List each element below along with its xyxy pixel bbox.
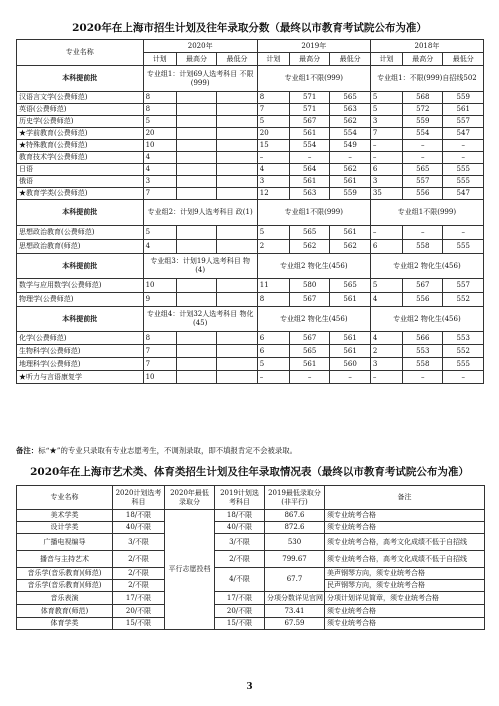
group-condition-2019: 专业组1不限(999)	[257, 200, 370, 226]
max-2020	[176, 176, 216, 188]
batch-label: 本科提前批	[17, 200, 144, 226]
table-row	[17, 140, 484, 152]
min-2019: 559	[330, 188, 370, 200]
header-min-2019: 最低分	[330, 53, 370, 66]
table-row	[17, 551, 485, 568]
major-name: ★学前教育(公费师范)	[17, 128, 144, 140]
header-2018: 2018年	[370, 40, 483, 53]
group-condition-2019: 专业组1不限(999)	[257, 66, 370, 92]
group-condition-2020: 专业组4：计划32人选考科目 物化(45)	[143, 307, 257, 332]
max-2020	[176, 293, 216, 307]
min-2020	[217, 358, 257, 371]
plan-2019: –	[257, 152, 289, 164]
major-name: 汉语言文学(公费师范)	[17, 92, 144, 104]
min-2019: 560	[330, 358, 370, 371]
plan-2019: 3/不限	[215, 534, 265, 551]
max-2018: 567	[403, 279, 443, 293]
max-2019: 580	[289, 279, 329, 293]
plan-2019: 2	[257, 240, 289, 254]
max-2020	[176, 188, 216, 200]
table-row	[17, 522, 485, 534]
min-2020	[217, 176, 257, 188]
min-2020	[217, 140, 257, 152]
max-2018: 568	[403, 92, 443, 104]
major-name: 体育学类	[17, 618, 113, 630]
min-2019: 565	[330, 92, 370, 104]
group-condition-2018: 专业组1不限(999)	[370, 200, 483, 226]
plan-2020: 8	[143, 332, 176, 345]
remark: 美声钢琴方向，须专业统考合格	[325, 568, 485, 580]
max-2020	[176, 358, 216, 371]
table-row	[17, 568, 485, 580]
plan-2018: 6	[370, 240, 402, 254]
min-2019: 561	[330, 226, 370, 240]
max-2020	[176, 332, 216, 345]
max-2018: –	[403, 371, 443, 384]
max-2020	[176, 128, 216, 140]
min-2018: 557	[443, 279, 484, 293]
table-row	[17, 345, 484, 358]
min-2019: 565	[330, 279, 370, 293]
plan-2018: –	[370, 152, 402, 164]
remark: 须专业统考合格，高考文化成绩不低于自招线	[325, 551, 485, 568]
t2-header-major: 专业名称	[17, 486, 113, 510]
max-2020	[176, 240, 216, 254]
table-row	[17, 188, 484, 200]
header-min-2020: 最低分	[217, 53, 257, 66]
major-name: 历史学(公费师范)	[17, 116, 144, 128]
min-2018: 552	[443, 345, 484, 358]
min-2020	[217, 293, 257, 307]
plan-2020: 20/不限	[113, 605, 165, 618]
major-name: 物理学(公费师范)	[17, 293, 144, 307]
min-2018: 557	[443, 116, 484, 128]
header-plan-2018: 计划	[370, 53, 402, 66]
min-2018: 561	[443, 104, 484, 116]
t2-header-min2019: 2019最低录取分(非平行)	[265, 486, 325, 510]
plan-2019: 8	[257, 92, 289, 104]
table-row	[17, 226, 484, 240]
header-min-2018: 最低分	[443, 53, 484, 66]
max-2019: 564	[289, 164, 329, 176]
min-2020	[217, 164, 257, 176]
min-2019: –	[330, 371, 370, 384]
plan-2018: 3	[370, 116, 402, 128]
plan-2020: 4	[143, 152, 176, 164]
major-name: 化学(公费师范)	[17, 332, 144, 345]
min-score-2019: 872.6	[265, 522, 325, 534]
footnote	[16, 446, 297, 456]
max-2019: 571	[289, 92, 329, 104]
major-name: 数学与应用数学(公费师范)	[17, 279, 144, 293]
group-condition-2018: 专业组2 物化生(456)	[370, 254, 483, 279]
plan-2019: 6	[257, 345, 289, 358]
plan-2018: 3	[370, 176, 402, 188]
remark: 须专业统考合格，高考文化成绩不低于自招线	[325, 534, 485, 551]
plan-2019: 40/不限	[215, 522, 265, 534]
min-2019: 562	[330, 164, 370, 176]
major-name: 音乐学(音乐教育)(师范)	[17, 568, 113, 580]
min-2020	[217, 226, 257, 240]
plan-2020: 8	[143, 104, 176, 116]
group-condition-2019: 专业组2 物化生(456)	[257, 254, 370, 279]
plan-2019: 15	[257, 140, 289, 152]
max-2019: 561	[289, 358, 329, 371]
max-2019: 571	[289, 104, 329, 116]
min-2018: –	[443, 226, 484, 240]
max-2019: 567	[289, 116, 329, 128]
major-name: 生物科学(公费师范)	[17, 345, 144, 358]
plan-2020: 17/不限	[113, 592, 165, 605]
min-2020	[217, 240, 257, 254]
group-condition-2018: 专业组1：不限(999)自招线502	[370, 66, 483, 92]
table-row	[17, 164, 484, 176]
min-2019: 562	[330, 116, 370, 128]
min-2018: 555	[443, 176, 484, 188]
max-2020	[176, 279, 216, 293]
header-max-2018: 最高分	[403, 53, 443, 66]
min-2018: –	[443, 371, 484, 384]
max-2018: 553	[403, 345, 443, 358]
plan-2019: 2/不限	[215, 551, 265, 568]
plan-2019: 17/不限	[215, 592, 265, 605]
plan-2020: 4	[143, 164, 176, 176]
major-name: 音乐表演	[17, 592, 113, 605]
plan-2020: 10	[143, 371, 176, 384]
batch-label: 本科提前批	[17, 66, 144, 92]
major-name: 体育教育(师范)	[17, 605, 113, 618]
plan-2019: 15/不限	[215, 618, 265, 630]
remark: 须专业统考合格	[325, 618, 485, 630]
min-score-2019: 分项分数详见官网	[265, 592, 325, 605]
plan-2019: 20/不限	[215, 605, 265, 618]
group-condition-2020: 专业组3：计划19人选考科目 物(4)	[143, 254, 257, 279]
major-name: 美术学类	[17, 510, 113, 522]
plan-2018: 4	[370, 293, 402, 307]
max-2018: 556	[403, 293, 443, 307]
table-row	[17, 128, 484, 140]
remark: 须专业统考合格	[325, 510, 485, 522]
min-2020	[217, 104, 257, 116]
min-2018: –	[443, 140, 484, 152]
plan-2019: 18/不限	[215, 510, 265, 522]
table-row	[17, 510, 485, 522]
plan-2018: –	[370, 140, 402, 152]
t2-header-plan2019: 2019计划选考科目	[215, 486, 265, 510]
min-score-2019: 530	[265, 534, 325, 551]
plan-2019: 11	[257, 279, 289, 293]
min-2019: –	[330, 152, 370, 164]
header-max-2019: 最高分	[289, 53, 329, 66]
plan-2018: –	[370, 371, 402, 384]
plan-2019: 5	[257, 226, 289, 240]
plan-2020: 7	[143, 188, 176, 200]
table-row	[17, 104, 484, 116]
min-2019: 554	[330, 128, 370, 140]
min-score-2019: 867.6	[265, 510, 325, 522]
max-2020	[176, 92, 216, 104]
batch-label: 本科提前批	[17, 307, 144, 332]
plan-2018: 3	[370, 358, 402, 371]
max-2020	[176, 116, 216, 128]
page-number: 3	[246, 682, 253, 692]
min-2019: 561	[330, 176, 370, 188]
min-2018: 547	[443, 128, 484, 140]
plan-2019: 7	[257, 104, 289, 116]
footnote-prefix: 备注：	[16, 446, 39, 455]
major-name: 播音与主持艺术	[17, 551, 113, 568]
plan-2020: 20	[143, 128, 176, 140]
min-2018: 555	[443, 164, 484, 176]
major-name: ★特殊教育(公费师范)	[17, 140, 144, 152]
art-sports-table	[16, 485, 485, 630]
plan-2018: 4	[370, 332, 402, 345]
major-name: 地理科学(公费师范)	[17, 358, 144, 371]
table-row	[17, 240, 484, 254]
min-score-2019: 799.67	[265, 551, 325, 568]
plan-2020: 2/不限	[113, 568, 165, 580]
major-name: ★听力与言语康复学	[17, 371, 144, 384]
plan-2019: 8	[257, 293, 289, 307]
max-2019: –	[289, 371, 329, 384]
max-2018: 558	[403, 358, 443, 371]
major-name: 广播电视编导	[17, 534, 113, 551]
min-2018: 559	[443, 92, 484, 104]
remark: 须专业统考合格	[325, 522, 485, 534]
header-2019: 2019年	[257, 40, 370, 53]
max-2018: 558	[403, 240, 443, 254]
header-max-2020: 最高分	[176, 53, 216, 66]
table-row	[17, 116, 484, 128]
table-row	[17, 293, 484, 307]
major-name: 英语(公费师范)	[17, 104, 144, 116]
table1-title: 2020年在上海市招生计划及往年录取分数（最终以市教育考试院公布为准）	[72, 22, 427, 34]
remark: 分项计划详见简章，须专业统考合格	[325, 592, 485, 605]
max-2019: –	[289, 152, 329, 164]
group-condition-2020: 专业组1：计划69人选考科目 不限(999)	[143, 66, 257, 92]
plan-2020: 3	[143, 176, 176, 188]
t2-header-min2020: 2020年最低录取分	[165, 486, 215, 510]
min-2020	[217, 92, 257, 104]
min-score-2019: 67.59	[265, 618, 325, 630]
min-2020	[217, 332, 257, 345]
plan-2020: 2/不限	[113, 580, 165, 592]
max-2019: 562	[289, 240, 329, 254]
plan-2020: 10	[143, 140, 176, 152]
plan-2020: 40/不限	[113, 522, 165, 534]
max-2018: 566	[403, 332, 443, 345]
plan-2020: 8	[143, 92, 176, 104]
plan-2019: 20	[257, 128, 289, 140]
group-header-row	[17, 200, 484, 226]
major-name: 思想政治教育(师范)	[17, 240, 144, 254]
major-name: ★教育学类(公费师范)	[17, 188, 144, 200]
max-2020	[176, 345, 216, 358]
table-row	[17, 605, 485, 618]
plan-2018: 7	[370, 128, 402, 140]
major-name: 设计学类	[17, 522, 113, 534]
major-name: 日语	[17, 164, 144, 176]
group-condition-2018: 专业组2 物化生(456)	[370, 307, 483, 332]
min-2019: 561	[330, 345, 370, 358]
admission-mode: 平行志愿投档	[165, 510, 215, 630]
max-2019: 567	[289, 293, 329, 307]
plan-2019: 6	[257, 332, 289, 345]
max-2020	[176, 226, 216, 240]
plan-2020: 5	[143, 116, 176, 128]
max-2019: 563	[289, 188, 329, 200]
plan-2018: 5	[370, 92, 402, 104]
group-header-row	[17, 254, 484, 279]
group-header-row	[17, 66, 484, 92]
plan-2020: 5	[143, 226, 176, 240]
plan-2019: –	[257, 371, 289, 384]
max-2018: 572	[403, 104, 443, 116]
plan-2018: 6	[370, 164, 402, 176]
max-2020	[176, 152, 216, 164]
admission-score-table	[16, 39, 484, 384]
min-2018: –	[443, 152, 484, 164]
plan-2020: 10	[143, 279, 176, 293]
plan-2018: 35	[370, 188, 402, 200]
min-2019: 561	[330, 332, 370, 345]
table-row	[17, 592, 485, 605]
plan-2019: 4/不限	[215, 568, 265, 592]
table-row	[17, 176, 484, 188]
max-2019: 565	[289, 226, 329, 240]
header-plan-2020: 计划	[143, 53, 176, 66]
major-name: 音乐学(音乐教育)(师范)	[17, 580, 113, 592]
remark: 民声钢琴方向，须专业统考合格	[325, 580, 485, 592]
min-2020	[217, 188, 257, 200]
plan-2020: 18/不限	[113, 510, 165, 522]
major-name: 思想政治教育(公费师范)	[17, 226, 144, 240]
max-2019: 567	[289, 332, 329, 345]
table-row	[17, 92, 484, 104]
plan-2020: 2/不限	[113, 551, 165, 568]
max-2020	[176, 164, 216, 176]
max-2018: 565	[403, 164, 443, 176]
min-2020	[217, 279, 257, 293]
min-2019: 561	[330, 293, 370, 307]
table-row	[17, 618, 485, 630]
plan-2020: 9	[143, 293, 176, 307]
plan-2018: 5	[370, 279, 402, 293]
max-2018: –	[403, 226, 443, 240]
header-major: 专业名称	[17, 40, 144, 66]
major-name: 俄语	[17, 176, 144, 188]
plan-2019: 12	[257, 188, 289, 200]
plan-2020: 15/不限	[113, 618, 165, 630]
plan-2020: 7	[143, 358, 176, 371]
table-row	[17, 534, 485, 551]
t2-header-plan2020: 2020计划选考科目	[113, 486, 165, 510]
t2-header-remark: 备注	[325, 486, 485, 510]
group-condition-2020: 专业组2：计划9人选考科目 政(1)	[143, 200, 257, 226]
table-row	[17, 332, 484, 345]
min-2020	[217, 152, 257, 164]
table2-title: 2020年在上海市艺术类、体育类招生计划及往年录取情况表（最终以市教育考试院公布为准）	[30, 466, 469, 478]
min-2018: 555	[443, 358, 484, 371]
remark: 须专业统考合格	[325, 605, 485, 618]
group-header-row	[17, 307, 484, 332]
min-2019: 562	[330, 240, 370, 254]
max-2019: 554	[289, 140, 329, 152]
plan-2019: 5	[257, 358, 289, 371]
plan-2020: 3/不限	[113, 534, 165, 551]
min-2018: 552	[443, 293, 484, 307]
footnote-text: 标“★”的专业只录取有专业志愿考生，不调剂录取，即不填报肯定不会被录取。	[38, 446, 298, 455]
table-row	[17, 152, 484, 164]
max-2020	[176, 371, 216, 384]
max-2018: 556	[403, 188, 443, 200]
header-2020: 2020年	[143, 40, 257, 53]
max-2020	[176, 140, 216, 152]
min-2020	[217, 371, 257, 384]
min-score-2019: 73.41	[265, 605, 325, 618]
min-2018: 555	[443, 240, 484, 254]
max-2019: 561	[289, 176, 329, 188]
plan-2018: 2	[370, 345, 402, 358]
min-2019: 549	[330, 140, 370, 152]
min-2018: 547	[443, 188, 484, 200]
plan-2019: 5	[257, 116, 289, 128]
plan-2019: 3	[257, 176, 289, 188]
header-plan-2019: 计划	[257, 53, 289, 66]
min-2020	[217, 345, 257, 358]
min-2019: 563	[330, 104, 370, 116]
min-2018: 553	[443, 332, 484, 345]
plan-2018: 5	[370, 104, 402, 116]
batch-label: 本科提前批	[17, 254, 144, 279]
plan-2019: 4	[257, 164, 289, 176]
max-2018: 559	[403, 116, 443, 128]
max-2018: 557	[403, 176, 443, 188]
plan-2020: 7	[143, 345, 176, 358]
max-2018: 554	[403, 128, 443, 140]
max-2018: –	[403, 152, 443, 164]
group-condition-2019: 专业组2 物化生(456)	[257, 307, 370, 332]
min-2020	[217, 116, 257, 128]
min-score-2019: 67.7	[265, 568, 325, 592]
plan-2020: 4	[143, 240, 176, 254]
max-2019: 565	[289, 345, 329, 358]
table-row	[17, 358, 484, 371]
min-2020	[217, 128, 257, 140]
table-row	[17, 279, 484, 293]
max-2018: –	[403, 140, 443, 152]
max-2020	[176, 104, 216, 116]
major-name: 教育技术学(公费师范)	[17, 152, 144, 164]
plan-2018: –	[370, 226, 402, 240]
max-2019: 561	[289, 128, 329, 140]
table-row	[17, 371, 484, 384]
